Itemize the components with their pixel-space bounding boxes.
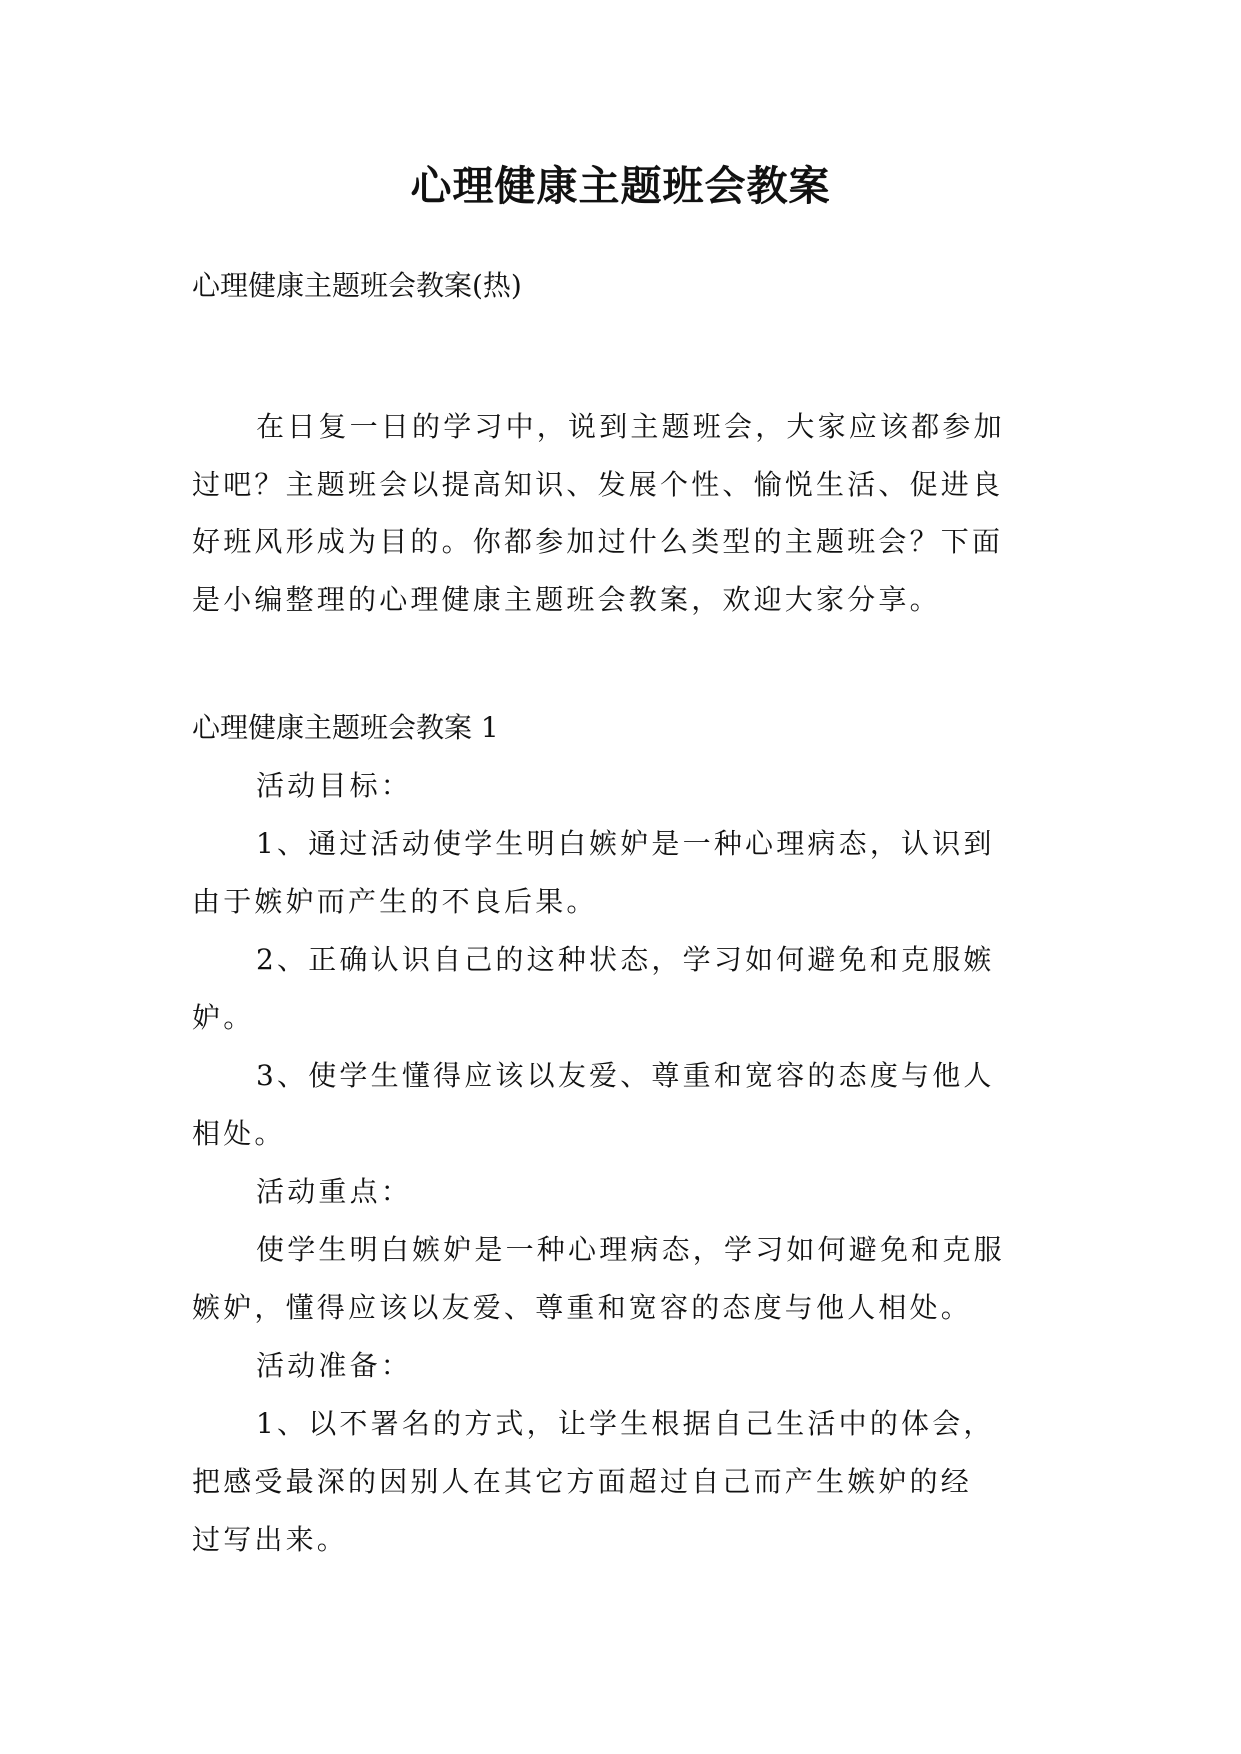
intro-line: 在日复一日的学习中，说到主题班会，大家应该都参加: [256, 410, 1005, 443]
section-heading: 心理健康主题班会教案 1: [192, 711, 499, 744]
body-line: 1、通过活动使学生明白嫉妒是一种心理病态，认识到: [256, 827, 995, 860]
body-line: 活动准备：: [256, 1349, 413, 1382]
body-line: 相处。: [192, 1117, 286, 1150]
body-line: 3、使学生懂得应该以友爱、尊重和宽容的态度与他人: [256, 1059, 995, 1092]
document-title: 心理健康主题班会教案: [410, 162, 831, 210]
body-line: 由于嫉妒而产生的不良后果。: [192, 885, 598, 918]
intro-line: 过吧？主题班会以提高知识、发展个性、愉悦生活、促进良: [192, 468, 1004, 501]
body-line: 嫉妒，懂得应该以友爱、尊重和宽容的态度与他人相处。: [192, 1291, 973, 1324]
body-line: 活动目标：: [256, 769, 413, 802]
body-line: 2、正确认识自己的这种状态，学习如何避免和克服嫉: [256, 943, 995, 976]
intro-line: 是小编整理的心理健康主题班会教案，欢迎大家分享。: [192, 583, 941, 616]
body-line: 活动重点：: [256, 1175, 413, 1208]
body-line: 使学生明白嫉妒是一种心理病态，学习如何避免和克服: [256, 1233, 1005, 1266]
body-line: 1、以不署名的方式，让学生根据自己生活中的体会，: [256, 1407, 995, 1440]
body-line: 妒。: [192, 1001, 255, 1034]
document-subtitle: 心理健康主题班会教案(热): [192, 269, 522, 302]
body-line: 把感受最深的因别人在其它方面超过自己而产生嫉妒的经: [192, 1465, 973, 1498]
body-line: 过写出来。: [192, 1523, 349, 1556]
intro-line: 好班风形成为目的。你都参加过什么类型的主题班会？下面: [192, 525, 1004, 558]
